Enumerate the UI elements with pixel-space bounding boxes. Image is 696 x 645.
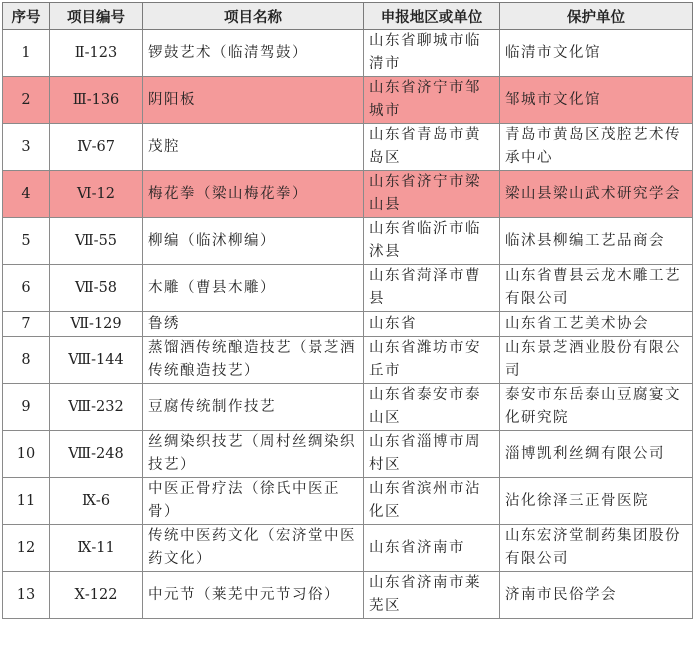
cell-index: 10 <box>3 431 50 478</box>
cell-region: 山东省潍坊市安丘市 <box>364 337 500 384</box>
cell-index: 12 <box>3 525 50 572</box>
cell-index: 7 <box>3 312 50 337</box>
cell-code: Ⅳ-67 <box>50 124 143 171</box>
cell-region: 山东省临沂市临沭县 <box>364 218 500 265</box>
cell-index: 11 <box>3 478 50 525</box>
cell-region: 山东省济南市 <box>364 525 500 572</box>
cell-region: 山东省济南市莱芜区 <box>364 572 500 619</box>
cell-code: Ⅲ-136 <box>50 77 143 124</box>
cell-region: 山东省济宁市梁山县 <box>364 171 500 218</box>
cell-unit: 山东宏济堂制药集团股份有限公司 <box>500 525 693 572</box>
cell-name: 阴阳板 <box>143 77 364 124</box>
cell-name: 丝绸染织技艺（周村丝绸染织技艺） <box>143 431 364 478</box>
cell-name: 中元节（莱芜中元节习俗） <box>143 572 364 619</box>
cell-name: 梅花拳（梁山梅花拳） <box>143 171 364 218</box>
cell-unit: 山东省曹县云龙木雕工艺有限公司 <box>500 265 693 312</box>
cell-unit: 泰安市东岳泰山豆腐宴文化研究院 <box>500 384 693 431</box>
cell-unit: 济南市民俗学会 <box>500 572 693 619</box>
cell-unit: 梁山县梁山武术研究学会 <box>500 171 693 218</box>
cell-index: 6 <box>3 265 50 312</box>
heritage-table <box>2 2 693 619</box>
table-row <box>3 265 693 312</box>
table-row <box>3 478 693 525</box>
cell-name: 木雕（曹县木雕） <box>143 265 364 312</box>
table-row <box>3 431 693 478</box>
cell-code: Ⅶ-55 <box>50 218 143 265</box>
table-row <box>3 218 693 265</box>
table-row <box>3 337 693 384</box>
table-row <box>3 30 693 77</box>
cell-code: Ⅱ-123 <box>50 30 143 77</box>
header-region: 申报地区或单位 <box>364 3 500 30</box>
cell-name: 茂腔 <box>143 124 364 171</box>
cell-index: 3 <box>3 124 50 171</box>
header-code: 项目编号 <box>50 3 143 30</box>
cell-code: Ⅹ-122 <box>50 572 143 619</box>
cell-code: Ⅷ-232 <box>50 384 143 431</box>
header-index: 序号 <box>3 3 50 30</box>
cell-name: 蒸馏酒传统酿造技艺（景芝酒传统酿造技艺） <box>143 337 364 384</box>
cell-region: 山东省 <box>364 312 500 337</box>
table-row <box>3 171 693 218</box>
header-unit: 保护单位 <box>500 3 693 30</box>
cell-unit: 沾化徐泽三正骨医院 <box>500 478 693 525</box>
cell-name: 锣鼓艺术（临清驾鼓） <box>143 30 364 77</box>
cell-region: 山东省滨州市沾化区 <box>364 478 500 525</box>
cell-index: 8 <box>3 337 50 384</box>
table-row <box>3 124 693 171</box>
cell-unit: 山东景芝酒业股份有限公司 <box>500 337 693 384</box>
cell-name: 中医正骨疗法（徐氏中医正骨） <box>143 478 364 525</box>
cell-code: Ⅷ-248 <box>50 431 143 478</box>
cell-region: 山东省泰安市泰山区 <box>364 384 500 431</box>
cell-code: Ⅸ-6 <box>50 478 143 525</box>
cell-index: 2 <box>3 77 50 124</box>
cell-unit: 山东省工艺美术协会 <box>500 312 693 337</box>
table-row <box>3 77 693 124</box>
cell-unit: 邹城市文化馆 <box>500 77 693 124</box>
cell-region: 山东省聊城市临清市 <box>364 30 500 77</box>
cell-index: 13 <box>3 572 50 619</box>
cell-name: 豆腐传统制作技艺 <box>143 384 364 431</box>
table-row <box>3 572 693 619</box>
header-name: 项目名称 <box>143 3 364 30</box>
cell-unit: 临沭县柳编工艺品商会 <box>500 218 693 265</box>
cell-region: 山东省菏泽市曹县 <box>364 265 500 312</box>
cell-unit: 临清市文化馆 <box>500 30 693 77</box>
cell-index: 9 <box>3 384 50 431</box>
header-row <box>3 3 693 30</box>
cell-code: Ⅶ-129 <box>50 312 143 337</box>
table-row <box>3 312 693 337</box>
cell-code: Ⅸ-11 <box>50 525 143 572</box>
cell-unit: 青岛市黄岛区茂腔艺术传承中心 <box>500 124 693 171</box>
cell-region: 山东省青岛市黄岛区 <box>364 124 500 171</box>
cell-name: 传统中医药文化（宏济堂中医药文化） <box>143 525 364 572</box>
cell-region: 山东省淄博市周村区 <box>364 431 500 478</box>
cell-unit: 淄博凯利丝绸有限公司 <box>500 431 693 478</box>
cell-code: Ⅵ-12 <box>50 171 143 218</box>
table-row <box>3 384 693 431</box>
cell-index: 4 <box>3 171 50 218</box>
cell-region: 山东省济宁市邹城市 <box>364 77 500 124</box>
cell-index: 1 <box>3 30 50 77</box>
cell-name: 鲁绣 <box>143 312 364 337</box>
cell-index: 5 <box>3 218 50 265</box>
cell-name: 柳编（临沭柳编） <box>143 218 364 265</box>
table-row <box>3 525 693 572</box>
cell-code: Ⅶ-58 <box>50 265 143 312</box>
cell-code: Ⅷ-144 <box>50 337 143 384</box>
